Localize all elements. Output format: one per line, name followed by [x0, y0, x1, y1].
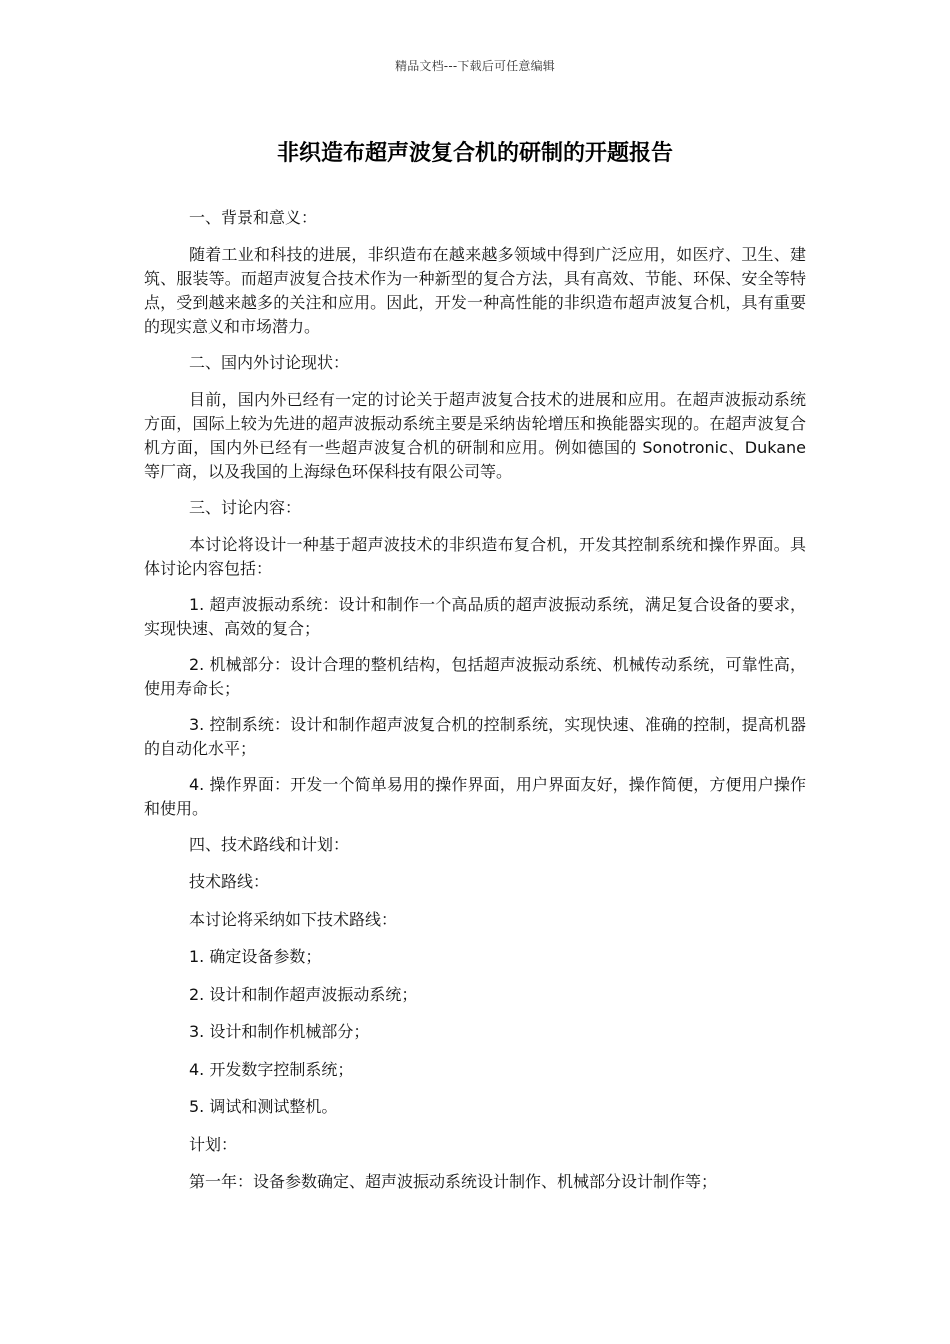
section-2-paragraph: 目前，国内外已经有一定的讨论关于超声波复合技术的进展和应用。在超声波振动系统方面，国际上较为先进的超声波振动系统主要是采纳齿轮增压和换能器实现的。在超声波复合机方面，国内外已经有一些超声波复合机的研制和应用。例如德国的 Sonotronic、Dukane 等厂商，以及我国的上海绿色环保科技有限公司等。: [144, 390, 806, 481]
research-item-2: 2. 机械部分：设计合理的整机结构，包括超声波振动系统、机械传动系统，可靠性高，使用寿命长；: [144, 655, 806, 698]
route-step-5: 5. 调试和测试整机。: [189, 1097, 338, 1116]
document-body: [144, 206, 806, 1208]
section-1-heading: 一、背景和意义：: [189, 208, 318, 227]
route-step-1: 1. 确定设备参数；: [189, 947, 322, 966]
route-step-2: 2. 设计和制作超声波振动系统；: [189, 984, 418, 1004]
plan-year-1: 第一年：设备参数确定、超声波振动系统设计制作、机械部分设计制作等；: [189, 1172, 718, 1191]
research-item-1: 1. 超声波振动系统：设计和制作一个高品质的超声波振动系统，满足复合设备的要求，实现快速、高效的复合；: [144, 595, 806, 638]
section-4-heading: 四、技术路线和计划：: [189, 835, 350, 854]
section-2-heading: 二、国内外讨论现状：: [189, 353, 350, 372]
route-intro: 本讨论将采纳如下技术路线：: [189, 909, 398, 929]
research-item-4: 4. 操作界面：开发一个简单易用的操作界面，用户界面友好，操作简便，方便用户操作和使用。: [144, 775, 806, 818]
section-3-paragraph: 本讨论将设计一种基于超声波技术的非织造布复合机，开发其控制系统和操作界面。具体讨论内容包括：: [144, 535, 806, 578]
plan-label: 计划：: [189, 1134, 238, 1154]
research-item-3: 3. 控制系统：设计和制作超声波复合机的控制系统，实现快速、准确的控制，提高机器的自动化水平；: [144, 715, 806, 758]
header-note: 精品文档---下载后可任意编辑: [395, 59, 555, 73]
route-label: 技术路线：: [189, 872, 270, 891]
document-title: 非织造布超声波复合机的研制的开题报告: [276, 141, 673, 166]
route-step-4: 4. 开发数字控制系统；: [189, 1059, 354, 1079]
section-1-paragraph: 随着工业和科技的进展，非织造布在越来越多领域中得到广泛应用，如医疗、卫生、建筑、服装等。而超声波复合技术作为一种新型的复合方法，具有高效、节能、环保、安全等特点，受到越来越多的关注和应用。因此，开发一种高性能的非织造布超声波复合机，具有重要的现实意义和市场潜力。: [144, 245, 806, 336]
route-step-3: 3. 设计和制作机械部分；: [189, 1022, 370, 1041]
section-3-heading: 三、讨论内容：: [189, 498, 302, 517]
